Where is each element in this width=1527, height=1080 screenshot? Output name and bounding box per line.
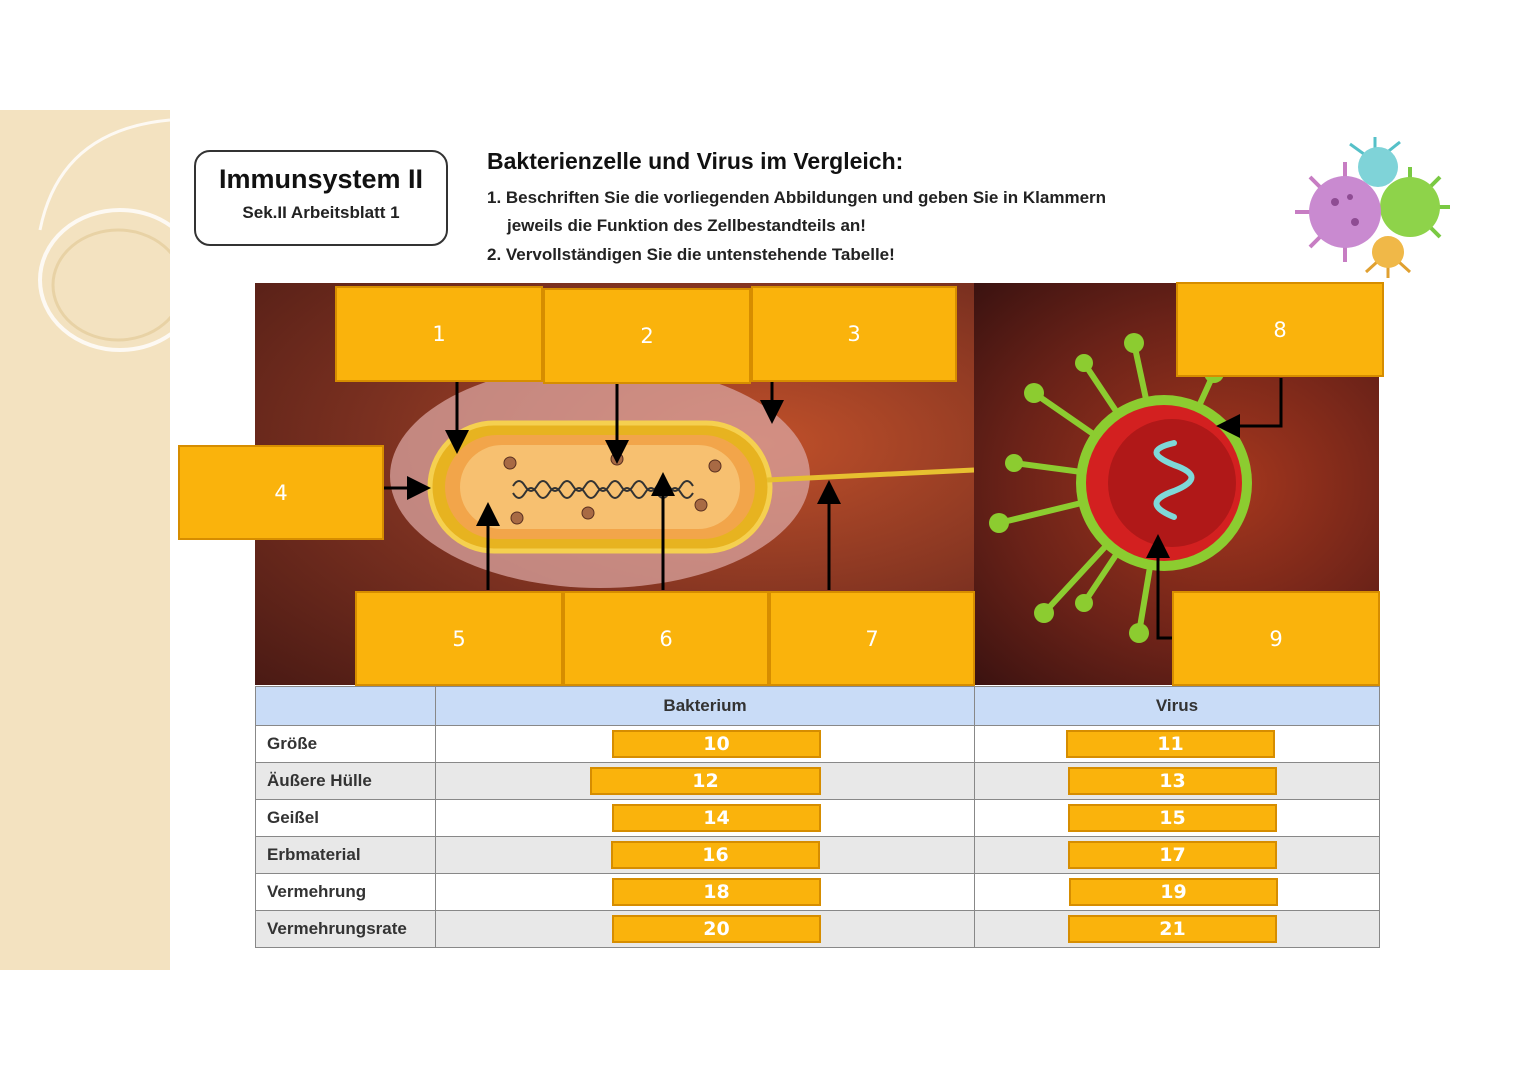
sidebar-swirl [0,110,170,970]
row-label: Vermehrung [256,874,436,911]
label-box-1[interactable]: 1 [335,286,543,382]
answer-box-14[interactable]: 14 [612,804,821,832]
row-label: Vermehrungsrate [256,911,436,948]
answer-box-16[interactable]: 16 [611,841,820,869]
header-virus: Virus [975,687,1380,726]
row-label: Äußere Hülle [256,763,436,800]
header-bakterium: Bakterium [436,687,975,726]
label-box-5[interactable]: 5 [355,591,563,686]
table-row [256,800,1380,837]
answer-box-20[interactable]: 20 [612,915,821,943]
decorative-sidebar [0,110,170,970]
instruction-1: 1. Beschriften Sie die vorliegenden Abbildungen und geben Sie in Klammern [487,188,1107,207]
table-row [256,911,1380,948]
label-box-3[interactable]: 3 [751,286,957,382]
table-row [256,763,1380,800]
row-label: Größe [256,726,436,763]
answer-box-21[interactable]: 21 [1068,915,1277,943]
answer-box-13[interactable]: 13 [1068,767,1277,795]
instruction-2: 2. Vervollständigen Sie die untenstehende Tabelle! [487,245,895,264]
row-label: Geißel [256,800,436,837]
task-heading: Bakterienzelle und Virus im Vergleich: [487,148,904,174]
label-box-4[interactable]: 4 [178,445,384,540]
table-row [256,837,1380,874]
header-empty [256,687,436,726]
worksheet-subtitle: Sek.II Arbeitsblatt 1 [242,203,400,222]
label-box-8[interactable]: 8 [1176,282,1384,377]
answer-box-12[interactable]: 12 [590,767,821,795]
table-header-row [256,687,1380,726]
label-box-6[interactable]: 6 [563,591,769,686]
answer-box-19[interactable]: 19 [1069,878,1278,906]
answer-box-17[interactable]: 17 [1068,841,1277,869]
comparison-table [255,686,1380,948]
virus-cluster-illustration [1290,132,1455,282]
answer-box-15[interactable]: 15 [1068,804,1277,832]
answer-box-18[interactable]: 18 [612,878,821,906]
worksheet-title: Immunsystem II [218,164,424,194]
worksheet-title-box [194,150,448,246]
instruction-1-continued: jeweils die Funktion des Zellbestandteils an! [507,216,866,235]
table-row [256,726,1380,763]
table-row [256,874,1380,911]
label-box-2[interactable]: 2 [543,288,751,384]
answer-box-11[interactable]: 11 [1066,730,1275,758]
label-box-9[interactable]: 9 [1172,591,1380,686]
answer-box-10[interactable]: 10 [612,730,821,758]
row-label: Erbmaterial [256,837,436,874]
label-box-7[interactable]: 7 [769,591,975,686]
